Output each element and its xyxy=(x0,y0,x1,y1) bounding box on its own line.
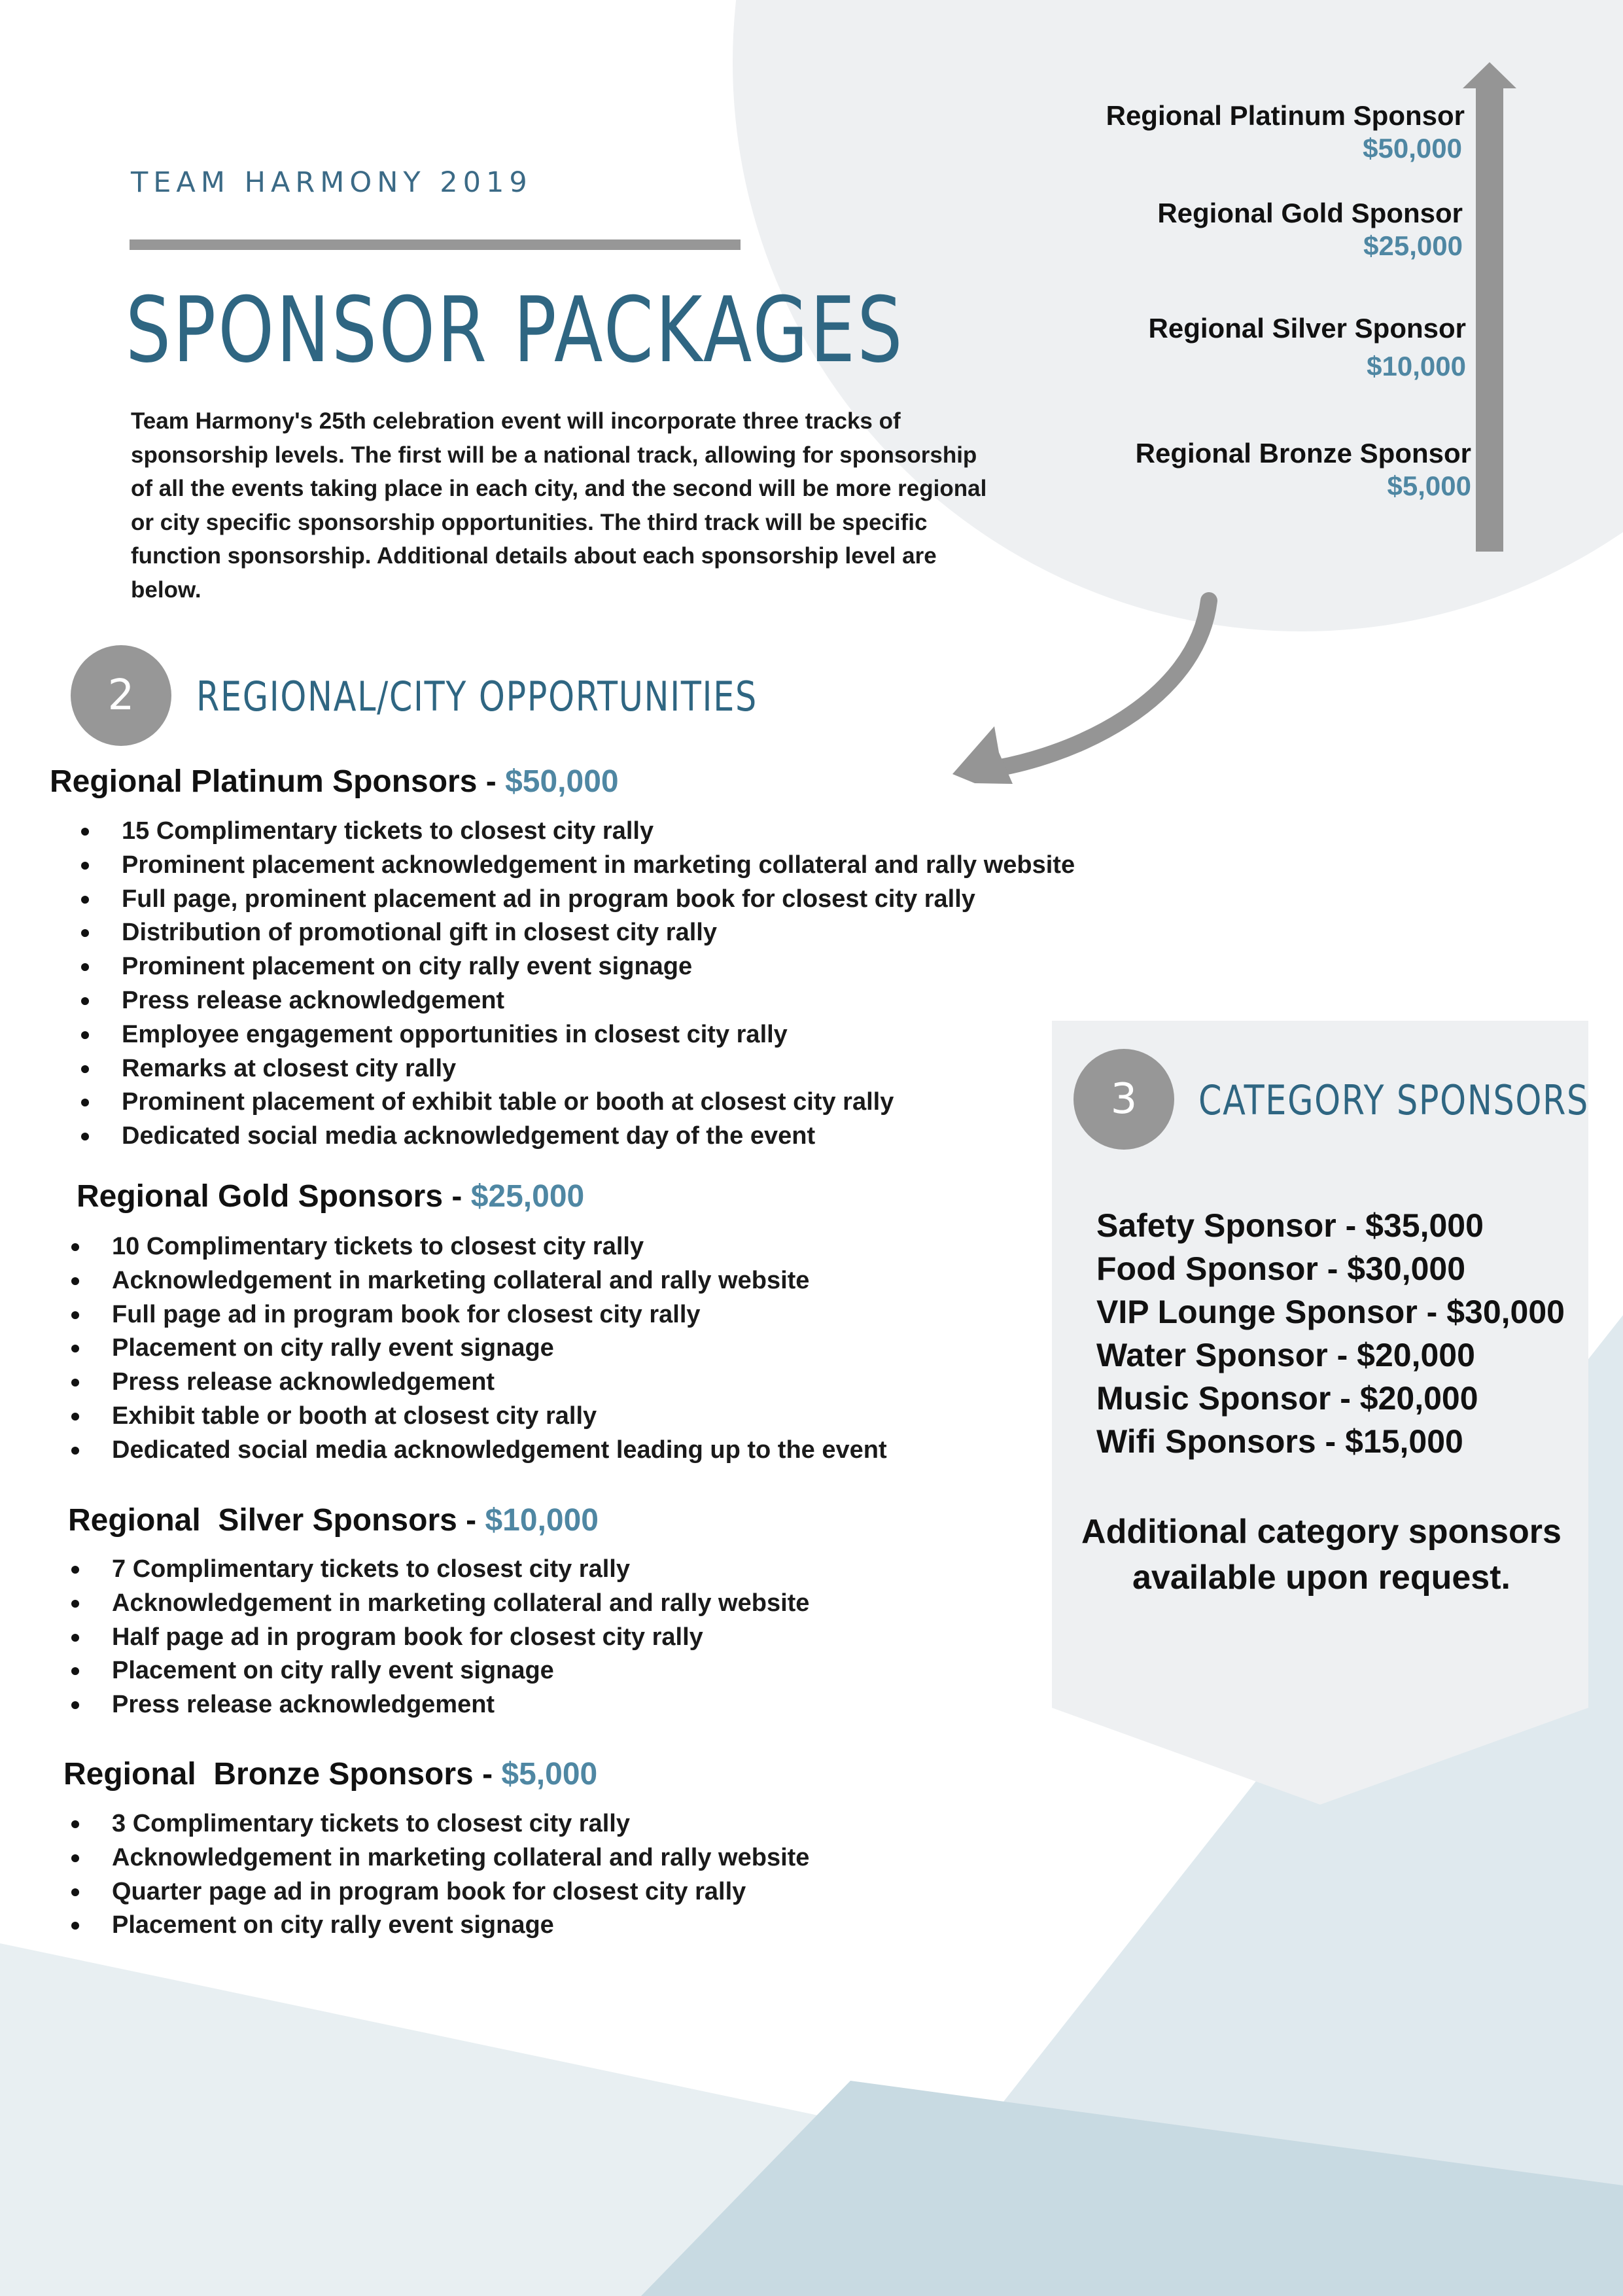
benefit-list-silver xyxy=(88,1553,809,1722)
tier-price: $10,000 xyxy=(485,1503,599,1538)
tier-name: Regional Silver Sponsors - xyxy=(68,1503,485,1538)
list-item: Prominent placement acknowledgement in marketing collateral and rally website xyxy=(98,849,1075,883)
list-item: Placement on city rally event signage xyxy=(88,1909,809,1943)
list-item: 15 Complimentary tickets to closest city rally xyxy=(98,815,1075,849)
list-item: Water Sponsor - $20,000 xyxy=(1096,1337,1475,1373)
list-item: Press release acknowledgement xyxy=(88,1688,809,1722)
list-item: Full page ad in program book for closest city rally xyxy=(88,1298,887,1332)
list-item: 7 Complimentary tickets to closest city rally xyxy=(88,1553,809,1587)
curved-arrow-head xyxy=(952,726,1013,784)
tier-heading-gold xyxy=(77,1178,584,1214)
list-item: Placement on city rally event signage xyxy=(88,1654,809,1688)
list-item: Dedicated social media acknowledgement day of the event xyxy=(98,1120,1075,1154)
category-note: Additional category sponsors available upon request. xyxy=(1081,1513,1562,1597)
tier-heading-silver xyxy=(68,1502,599,1538)
ladder-silver xyxy=(1149,312,1466,383)
category-sponsor-list xyxy=(1096,1204,1565,1463)
event-label: TEAM HARMONY 2019 xyxy=(131,166,532,199)
tier-name: Regional Gold Sponsors - xyxy=(77,1179,471,1214)
section-title-regional: REGIONAL/CITY OPPORTUNITIES xyxy=(196,673,758,720)
ladder-name: Regional Platinum Sponsor xyxy=(1106,100,1465,131)
tier-name: Regional Bronze Sponsors - xyxy=(63,1757,502,1792)
tier-price: $5,000 xyxy=(501,1757,598,1792)
list-item: Dedicated social media acknowledgement leading up to the event xyxy=(88,1434,887,1468)
tier-name: Regional Platinum Sponsors - xyxy=(50,764,506,799)
benefit-list-bronze xyxy=(88,1807,809,1943)
list-item: VIP Lounge Sponsor - $30,000 xyxy=(1096,1294,1565,1330)
ladder-name: Regional Bronze Sponsor xyxy=(1135,438,1471,468)
ladder-bronze xyxy=(1136,437,1471,503)
list-item: 3 Complimentary tickets to closest city rally xyxy=(88,1807,809,1841)
list-item: 10 Complimentary tickets to closest city rally xyxy=(88,1230,887,1264)
tier-price: $50,000 xyxy=(505,764,619,799)
ladder-arrow-shaft xyxy=(1476,82,1503,552)
list-item: Exhibit table or booth at closest city rally xyxy=(88,1400,887,1434)
ladder-name: Regional Silver Sponsor xyxy=(1148,313,1466,344)
curved-arrow-line xyxy=(980,601,1209,771)
ladder-platinum xyxy=(1106,99,1465,165)
ladder-price: $5,000 xyxy=(1387,470,1471,501)
list-item: Distribution of promotional gift in closest city rally xyxy=(98,916,1075,950)
title-divider xyxy=(130,239,741,250)
list-item: Press release acknowledgement xyxy=(98,984,1075,1018)
list-item: Quarter page ad in program book for closest city rally xyxy=(88,1875,809,1909)
list-item: Employee engagement opportunities in closest city rally xyxy=(98,1018,1075,1052)
ladder-name: Regional Gold Sponsor xyxy=(1157,198,1463,228)
tier-heading-platinum xyxy=(50,764,619,800)
section-number-regional: 2 xyxy=(71,645,171,746)
list-item: Acknowledgement in marketing collateral and rally website xyxy=(88,1264,887,1298)
list-item: Music Sponsor - $20,000 xyxy=(1096,1380,1478,1417)
tier-price: $25,000 xyxy=(470,1179,585,1214)
benefit-list-platinum xyxy=(98,815,1075,1154)
list-item: Acknowledgement in marketing collateral and rally website xyxy=(88,1587,809,1621)
list-item: Remarks at closest city rally xyxy=(98,1052,1075,1086)
list-item: Full page, prominent placement ad in program book for closest city rally xyxy=(98,883,1075,917)
list-item: Half page ad in program book for closest city rally xyxy=(88,1621,809,1655)
list-item: Wifi Sponsors - $15,000 xyxy=(1096,1423,1463,1460)
ladder-price: $50,000 xyxy=(1363,133,1462,164)
tier-heading-bronze xyxy=(63,1756,597,1792)
list-item: Food Sponsor - $30,000 xyxy=(1096,1250,1466,1287)
list-item: Prominent placement of exhibit table or booth at closest city rally xyxy=(98,1086,1075,1120)
section-number-category: 3 xyxy=(1073,1049,1174,1150)
ladder-gold xyxy=(1157,197,1463,262)
section-title-category: CATEGORY SPONSORS xyxy=(1198,1076,1589,1124)
ladder-price: $25,000 xyxy=(1363,230,1463,261)
page-title: SPONSOR PACKAGES xyxy=(126,277,905,383)
ladder-price: $10,000 xyxy=(1367,351,1466,381)
list-item: Placement on city rally event signage xyxy=(88,1332,887,1366)
intro-paragraph: Team Harmony's 25th celebration event will incorporate three tracks of sponsorship levels. The first will be a national track, allowing for sponsorship of all the events taking place in each city, and the second will be more regional or city specific sponsorship opportunities. The third track will be specific function sponsorship. Additional details about each sponsorship level are below. xyxy=(131,408,987,603)
benefit-list-gold xyxy=(88,1230,887,1468)
list-item: Acknowledgement in marketing collateral and rally website xyxy=(88,1841,809,1875)
list-item: Prominent placement on city rally event signage xyxy=(98,950,1075,984)
list-item: Safety Sponsor - $35,000 xyxy=(1096,1207,1484,1244)
list-item: Press release acknowledgement xyxy=(88,1366,887,1400)
